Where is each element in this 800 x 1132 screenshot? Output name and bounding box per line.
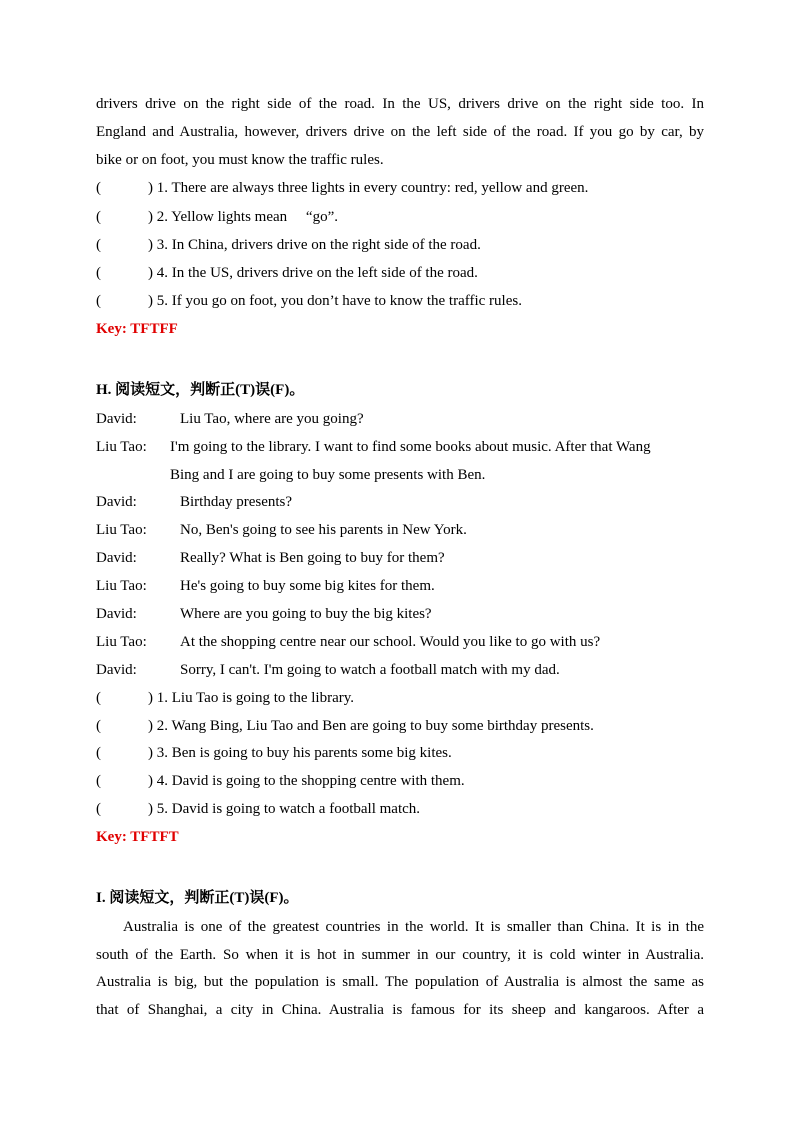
question-text: ) 5. David is going to watch a football match. — [148, 801, 421, 817]
question-item — [96, 207, 338, 227]
question-item — [96, 743, 452, 763]
dialogue-speaker: David: — [96, 606, 137, 622]
dialogue-speaker: David: — [96, 662, 137, 678]
dialogue-line: He's going to buy some big kites for them. — [180, 578, 435, 594]
passage-line: Australia is big, but the population is small. The population of Australia is almost the same as — [96, 974, 704, 990]
answer-blank[interactable]: ( — [96, 773, 101, 789]
question-item — [96, 178, 588, 198]
section-heading: H. 阅读短文，判断正(T)误(F)。 — [96, 382, 305, 398]
answer-blank[interactable]: ( — [96, 801, 101, 817]
question-item — [96, 688, 354, 708]
question-text: ) 2. Yellow lights mean “go”. — [148, 209, 338, 225]
dialogue-speaker: Liu Tao: — [96, 634, 147, 650]
dialogue-line: Sorry, I can't. I'm going to watch a football match with my dad. — [180, 662, 560, 678]
question-text: ) 1. Liu Tao is going to the library. — [148, 690, 355, 706]
answer-blank[interactable]: ( — [96, 690, 101, 706]
dialogue-speaker: David: — [96, 494, 137, 510]
answer-blank[interactable]: ( — [96, 237, 101, 253]
answer-blank[interactable]: ( — [96, 745, 101, 761]
dialogue-speaker: David: — [96, 550, 137, 566]
dialogue-line-continued: Bing and I are going to buy some presents with Ben. — [170, 467, 486, 483]
answer-blank[interactable]: ( — [96, 209, 101, 225]
question-text: ) 5. If you go on foot, you don’t have to know the traffic rules. — [148, 293, 522, 309]
dialogue-line: Where are you going to buy the big kites? — [180, 606, 432, 622]
passage-line: Australia is one of the greatest countries in the world. It is smaller than China. It is in the — [123, 919, 704, 935]
question-text: ) 1. There are always three lights in every country: red, yellow and green. — [148, 180, 589, 196]
dialogue-line: I'm going to the library. I want to find some books about music. After that Wang — [170, 439, 651, 455]
answer-blank[interactable]: ( — [96, 293, 101, 309]
question-text: ) 2. Wang Bing, Liu Tao and Ben are going to buy some birthday presents. — [148, 718, 594, 734]
question-item — [96, 291, 522, 311]
dialogue-speaker: Liu Tao: — [96, 522, 147, 538]
dialogue-line: Birthday presents? — [180, 494, 293, 510]
section-heading: I. 阅读短文，判断正(T)误(F)。 — [96, 890, 299, 906]
answer-blank[interactable]: ( — [96, 180, 101, 196]
question-text: ) 4. In the US, drivers drive on the left side of the road. — [148, 265, 478, 281]
dialogue-speaker: Liu Tao: — [96, 439, 147, 455]
question-item — [96, 771, 465, 791]
question-text: ) 3. Ben is going to buy his parents some big kites. — [148, 745, 452, 761]
question-item — [96, 235, 481, 255]
answer-blank[interactable]: ( — [96, 718, 101, 734]
passage-line: south of the Earth. So when it is hot in summer in our country, it is cold winter in Australia. — [96, 947, 704, 963]
passage-line: England and Australia, however, drivers drive on the left side of the road. If you go by car, by — [96, 124, 704, 140]
passage-line: that of Shanghai, a city in China. Australia is famous for its sheep and kangaroos. After a — [96, 1002, 704, 1018]
question-text: ) 3. In China, drivers drive on the right side of the road. — [148, 237, 481, 253]
passage-line: drivers drive on the right side of the road. In the US, drivers drive on the right side too. In — [96, 96, 704, 112]
question-item — [96, 263, 478, 283]
question-text: ) 4. David is going to the shopping centre with them. — [148, 773, 465, 789]
dialogue-line: Liu Tao, where are you going? — [180, 411, 364, 427]
dialogue-line: No, Ben's going to see his parents in New York. — [180, 522, 467, 538]
dialogue-speaker: David: — [96, 411, 137, 427]
passage-line: bike or on foot, you must know the traffic rules. — [96, 152, 384, 168]
dialogue-line: Really? What is Ben going to buy for them? — [180, 550, 445, 566]
dialogue-line: At the shopping centre near our school. Would you like to go with us? — [180, 634, 601, 650]
answer-blank[interactable]: ( — [96, 265, 101, 281]
dialogue-speaker: Liu Tao: — [96, 578, 147, 594]
question-item — [96, 799, 420, 819]
answer-key: Key: TFTFT — [96, 829, 179, 845]
answer-key: Key: TFTFF — [96, 321, 178, 337]
question-item — [96, 716, 594, 736]
